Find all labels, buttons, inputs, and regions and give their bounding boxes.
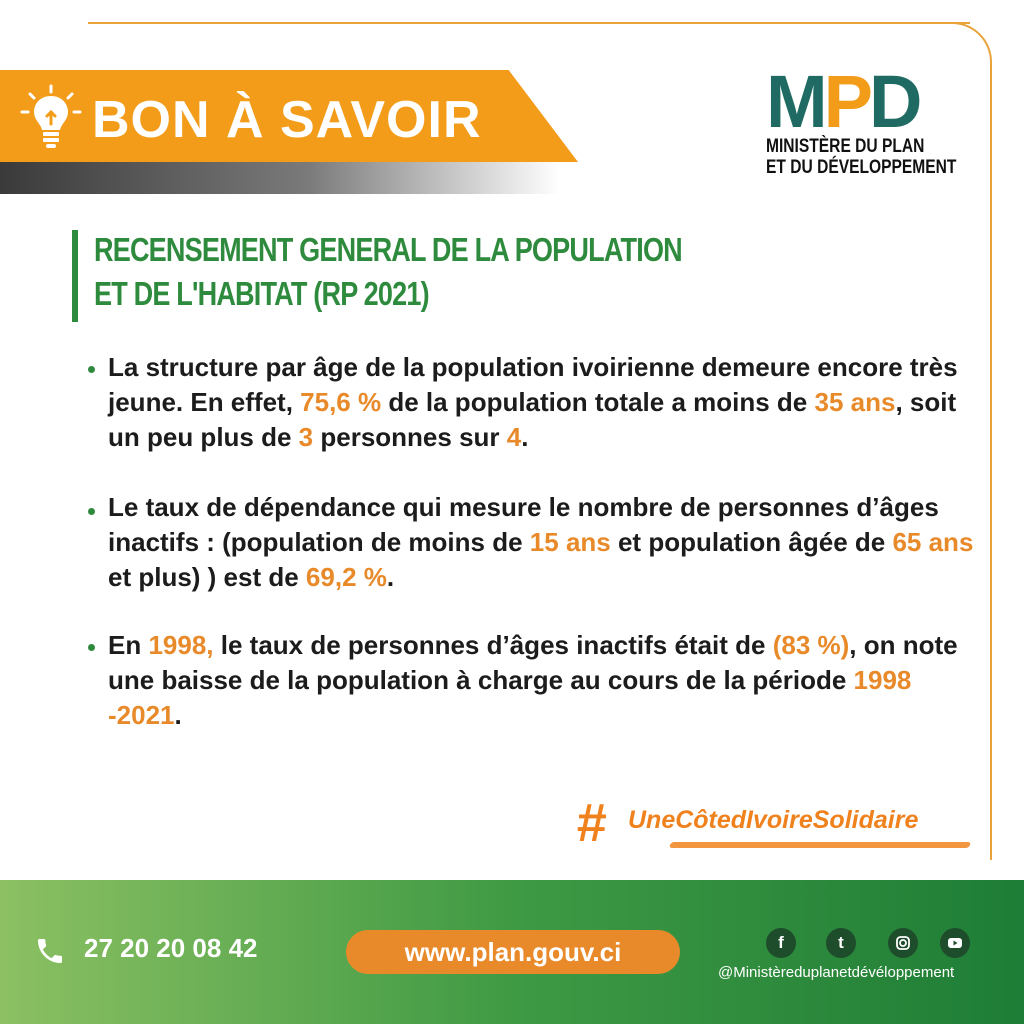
highlight-value: 65 ans [892, 527, 974, 557]
facebook-icon[interactable]: f [766, 928, 796, 958]
frame-line [990, 80, 992, 860]
highlight-value: 1998 -2021 [108, 665, 912, 730]
bullet-dot [88, 366, 95, 373]
instagram-icon[interactable] [888, 928, 918, 958]
text-segment: de la population totale a moins de [381, 387, 815, 417]
footer-bar [0, 880, 1024, 1024]
text-segment: , soit un peu plus de [108, 387, 957, 452]
lightbulb-icon [20, 84, 82, 150]
hashtag-underline [669, 842, 971, 848]
ministry-logo [766, 60, 966, 186]
logo-letter-m: M [766, 60, 824, 143]
frame-line [88, 22, 970, 24]
logo-line-1: MINISTÈRE DU PLAN [766, 136, 925, 157]
heading-line-1: RECENSEMENT GENERAL DE LA POPULATION [94, 231, 682, 268]
highlight-value: 4 [506, 422, 522, 452]
phone-icon [34, 935, 66, 967]
text-segment: En [108, 630, 149, 660]
logo-letter-d: D [869, 60, 919, 143]
text-segment: . [521, 422, 529, 452]
highlight-value: 75,6 % [300, 387, 382, 417]
highlight-value: 35 ans [814, 387, 896, 417]
bullet-dot [88, 644, 95, 651]
fact-text [108, 350, 988, 455]
banner-title: BON À SAVOIR [92, 91, 482, 149]
section-heading [94, 228, 682, 316]
banner-shadow [0, 162, 560, 194]
text-segment: . [386, 562, 395, 592]
youtube-icon[interactable] [940, 928, 970, 958]
fact-item [88, 350, 988, 455]
fact-text [108, 490, 988, 595]
logo-subtitle [766, 136, 956, 178]
phone-number: 27 20 20 08 42 [84, 933, 258, 963]
text-segment: et plus) ) est de [108, 562, 306, 592]
text-segment: et population âgée de [610, 527, 893, 557]
instagram-glyph [888, 928, 918, 958]
website-text: www.plan.gouv.ci [404, 937, 622, 967]
highlight-value: 3 [298, 422, 314, 452]
logo-line-2: ET DU DÉVELOPPEMENT [766, 157, 957, 178]
text-segment: , on note une baisse de la population à charge au cours de la période [108, 630, 958, 695]
website-link[interactable] [346, 930, 680, 974]
youtube-glyph [940, 928, 970, 958]
text-segment: personnes sur [313, 422, 507, 452]
hashtag-symbol: # [576, 793, 607, 853]
social-handle[interactable]: @Ministèreduplanetdévéloppement [718, 964, 955, 981]
logo-letters [766, 60, 919, 143]
text-segment: Le taux de dépendance qui mesure le nombre de personnes d’âges inactifs : (population de moins de [108, 492, 939, 557]
logo-letter-p: P [823, 60, 870, 143]
heading-accent-bar [72, 230, 78, 322]
fact-item [88, 490, 988, 595]
twitter-icon[interactable]: t [826, 928, 856, 958]
highlight-value: 69,2 % [305, 562, 387, 592]
highlight-value: 1998, [148, 630, 214, 660]
hashtag [576, 793, 986, 858]
heading-line-2: ET DE L'HABITAT (RP 2021) [94, 275, 429, 312]
fact-item [88, 628, 988, 733]
text-segment: . [174, 700, 182, 730]
text-segment: le taux de personnes d’âges inactifs était de [213, 630, 773, 660]
text-segment: La structure par âge de la population ivoirienne demeure encore très jeune. En effet, [108, 352, 958, 417]
bullet-dot [88, 508, 95, 515]
fact-text [108, 628, 988, 733]
bon-a-savoir-banner [0, 70, 578, 162]
highlight-value: (83 %) [772, 630, 850, 660]
highlight-value: 15 ans [529, 527, 611, 557]
hashtag-text: UneCôtedIvoireSolidaire [628, 806, 919, 834]
